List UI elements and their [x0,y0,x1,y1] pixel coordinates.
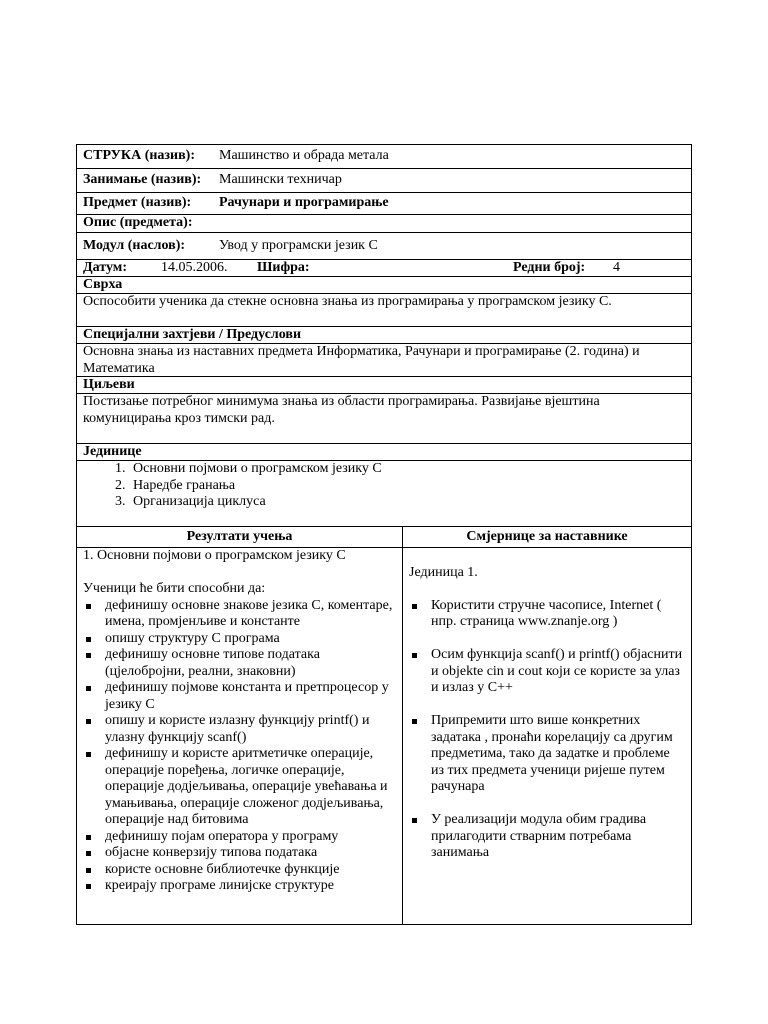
spacer [409,796,685,813]
predmet-value: Рачунари и програмирање [219,195,389,211]
zanimanje-row [76,169,692,193]
svrha-heading-row [76,277,692,294]
jedinice-label: Јединице [83,444,142,459]
guideline-unit-title: Јединица 1. [409,564,478,580]
modul-value: Увод у програмски језик С [219,237,378,253]
unit-item: 1. Основни појмови о програмском језику С [129,461,691,478]
outcome-item: опишу и користе излазну функцију printf() и улазну функцију scanf() [83,713,396,746]
zanimanje-value: Машински техничар [219,172,342,188]
jedinice-heading-row [76,444,692,461]
preduslovi-text-row [76,344,692,377]
opis-label: Опис (предмета): [83,215,193,231]
outcome-item: објасне конверзију типова података [83,845,396,862]
ciljevi-heading-row [76,377,692,394]
module-form [76,144,692,925]
unit-list [77,461,691,511]
code-label: Шифра: [257,259,310,275]
serial-number-value: 4 [613,259,620,275]
struka-row [76,144,692,169]
preduslovi-label: Специјални захтјеви / Предуслови [83,327,302,342]
svrha-text-row [76,294,692,327]
learning-outcomes-header: Резултати учења [77,527,403,547]
date-row [76,260,692,277]
opis-row [76,215,692,233]
outcome-item: користе основне библиотечке функције [83,862,396,879]
date-label: Датум: [83,259,127,275]
date-value: 14.05.2006. [161,259,228,275]
guidelines-list [409,598,685,862]
results-header-row [76,527,692,548]
svrha-text: Оспособити ученика да стекне основна знања из програмирања у програмском језику С. [83,294,612,309]
guideline-item: Користити стручне часописе, Internet ( нпр. страница www.znanje.org ) [409,598,685,631]
predmet-row [76,193,692,215]
outcomes-list [83,598,396,895]
outcome-item: дефинишу основне знакове језика С, коментаре, имена, промјенљиве и константе [83,598,396,631]
guideline-item: У реализацији модула обим градива прилагодити стварним потребама занимања [409,812,685,862]
ciljevi-text: Постизање потребног минимума знања из области програмирања. Развијање вјештина комуницирања кроз тимски рад. [83,394,600,426]
unit-title: 1. Основни појмови о програмском језику С [83,548,346,563]
predmet-label: Предмет (назив): [83,195,192,211]
serial-number-label: Редни број: [513,259,586,275]
outcomes-intro: Ученици ће бити способни да: [83,581,266,596]
teacher-guidelines-header: Смјернице за наставнике [466,529,628,544]
results-body-row [76,548,692,925]
preduslovi-text: Основна знања из наставних предмета Информатика, Рачунари и програмирање (2. година) и Математика [83,344,640,376]
guideline-item: Осим функција scanf() и printf() објаснити и objekte cin и cout који се користе за улаз и излаз у C++ [409,647,685,697]
outcome-item: опишу структуру С програма [83,631,396,648]
ciljevi-label: Циљеви [83,377,135,392]
outcome-item: дефинишу појмове константа и претпроцесор у језику С [83,680,396,713]
guideline-item: Припремити што више конкретних задатака , пронаћи корелацију са другим предметима, тако да задатке и проблеме из тих предмета ученици ријеше путем рачунара [409,713,685,796]
spacer [409,697,685,714]
unit-item: 2. Наредбе гранања [129,478,691,495]
unit-item: 3. Организација циклуса [129,494,691,511]
preduslovi-heading-row [76,327,692,344]
outcome-item: дефинишу појам оператора у програму [83,829,396,846]
outcome-item: креирају програме линијске структуре [83,878,396,895]
jedinice-list-row [76,461,692,527]
zanimanje-label: Занимање (назив): [83,172,202,188]
modul-label: Модул (наслов): [83,237,186,253]
svrha-label: Сврха [83,277,123,292]
struka-value: Машинство и обрада метала [219,148,389,164]
ciljevi-text-row [76,394,692,444]
modul-row [76,233,692,260]
teacher-guidelines-cell [403,548,691,924]
spacer [409,631,685,648]
outcome-item: дефинишу и користе аритметичке операције, операције поређења, логичке операције, операције додјељивања, операције увећавања и умањивања, операције сложеног додјељивања, операције над битовима [83,746,396,829]
outcome-item: дефинишу основне типове података (цјелобројни, реални, знаковни) [83,647,396,680]
struka-label: СТРУКА (назив): [83,148,195,164]
learning-outcomes-cell [77,548,403,924]
